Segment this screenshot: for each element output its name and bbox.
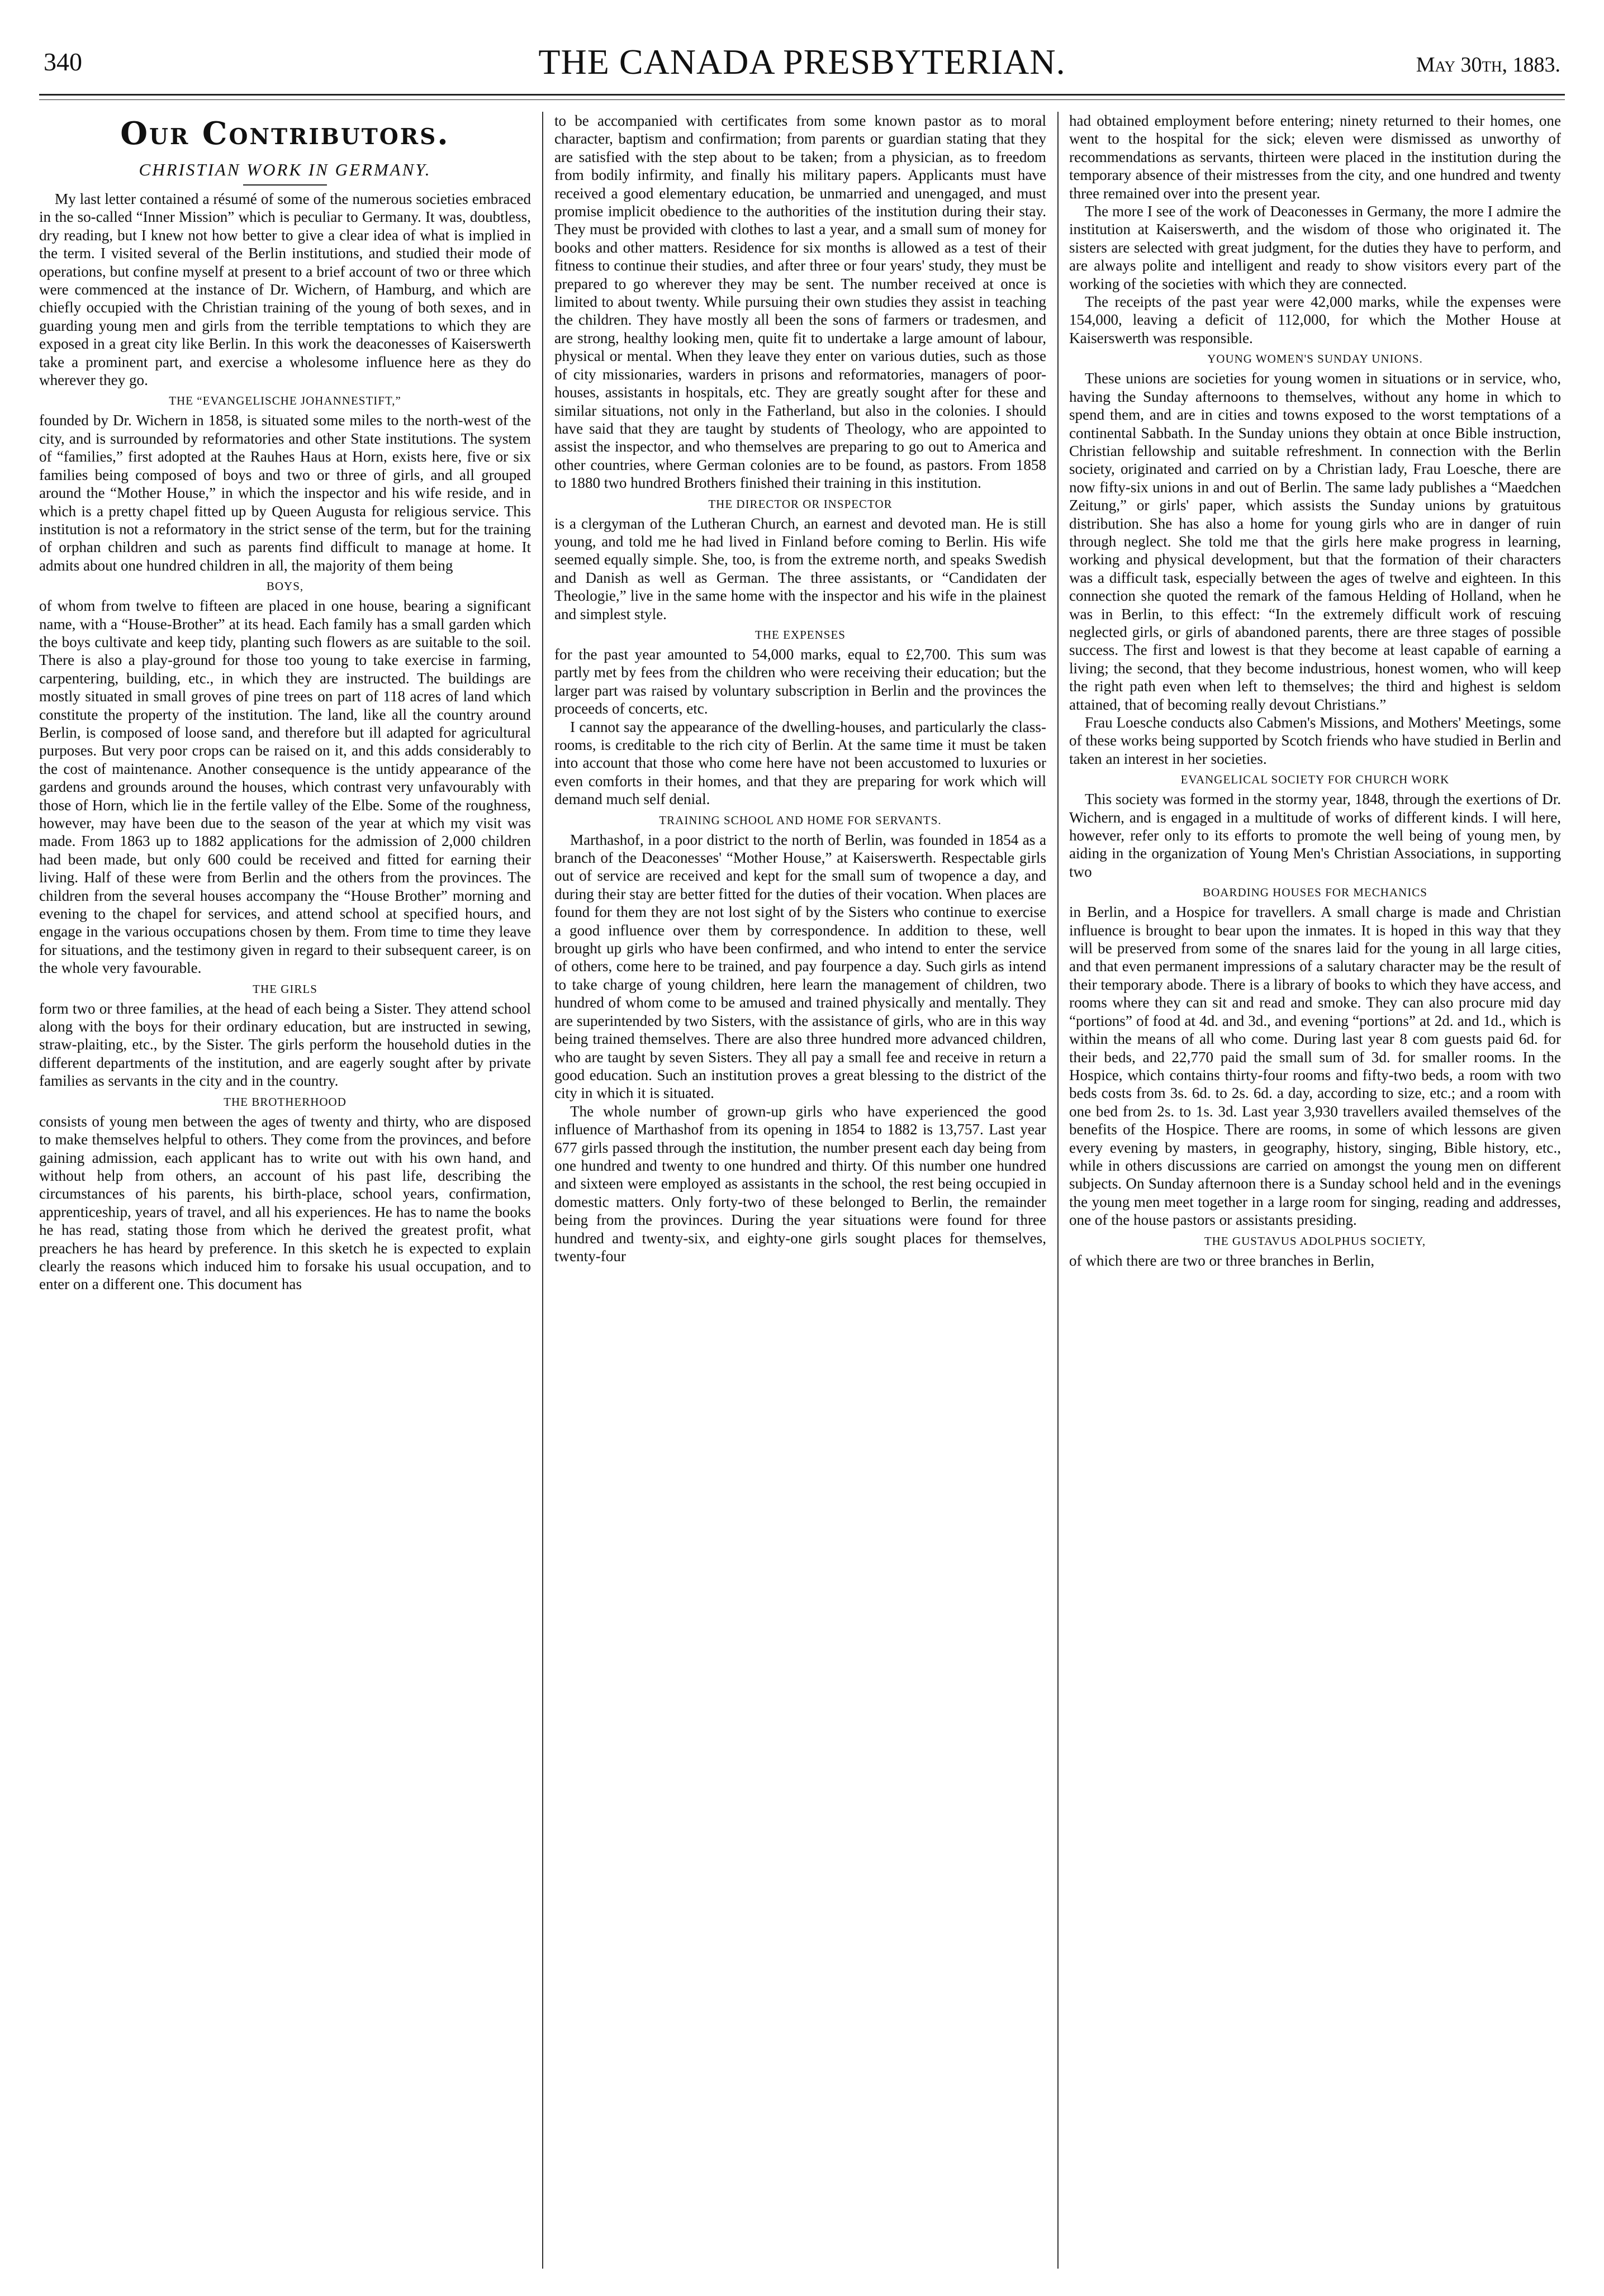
- paragraph: of whom from twelve to fifteen are placed in one house, bearing a significant name, with a “House-Brother” at its head. Each family has a small garden which the boys cultivate and keep tidy, planting such flowers as are suitable to the soil. There is also a play-ground for those too young to take exercise in farming, carpentering, building, etc., in which they are instructed. The buildings are mostly situated in small groves of pine trees on part of 118 acres of land which constitute the property of the institution. The land, like all the country around Berlin, is composed of loose sand, and therefore but ill adapted for agricultural purposes. But very poor crops can be raised on it, and this adds considerably to the cost of maintenance. Another consequence is the untidy appearance of the gardens and grounds around the houses, which contrast very unfavourably with those of Horn, which lie in the fertile valley of the Elbe. Some of the roughness, however, may have been due to the season of the year at which my visit was made. From 1863 up to 1882 applications for the admission of 2,000 children had been made, but only 600 could be received and fitted for earning their living. Half of these were from Berlin and the others from the provinces. The children from the several houses accompany the “House Brother” morning and evening to the chapel for services, and attend school at specified hours, and engage in the various occupations chosen by them. From time to time they leave for situations, and the testimony given in regard to their subsequent career, is on the whole very favourable.: [39, 597, 531, 977]
- section-heading: THE EXPENSES: [755, 628, 846, 641]
- section-heading: THE GIRLS: [253, 982, 317, 996]
- paragraph: My last letter contained a résumé of some of the numerous societies embraced in the so-called “Inner Mission” which is peculiar to Germany. It was, doubtless, dry reading, but I knew not how better to give a clear idea of what is implied in the term. I visited several of the Berlin institutions, and studied their mode of operations, but confine myself at present to a brief account of two or three which were commenced at the instance of Dr. Wichern, of Hamburg, and which are chiefly occupied with the Christian training of the young of both sexes, and in guarding young men and girls from the terrible temptations to which they are exposed in a great city like Berlin. In this work the deaconesses of Kaiserswerth take a prominent part, and exercise a wholesome influence here as they do wherever they go.: [39, 191, 531, 389]
- column-divider: [1057, 112, 1059, 2269]
- paragraph: to be accompanied with certificates from some known pastor as to moral character, baptism and confirmation; from parents or guardian stating that they are satisfied with the step about to be taken; from a physician, as to freedom from bodily infirmity, and finally his military papers. Applicants must have received a good elementary education, be unmarried and unengaged, and must promise implicit obedience to the authorities of the institution during their stay. They must be provided with clothes to last a year, and a small sum of money for books and other matters. Residence for six months is allowed as a test of their fitness to continue their studies, and after three or four years' study, they must be prepared to go wherever they may be sent. The number received at once is limited to about twenty. While pursuing their own studies they assist in teaching the children. They have mostly all been the sons of farmers or tradesmen, and are strong, healthy looking men, quite fit to undertake a large amount of labour, physical or mental. When they leave they enter on various duties, such as those of city missionaries, warders in prisons and reformatories, managers of poor-houses, assistants in hospitals, etc. They are greatly sought after for these and similar situations, not only in the Fatherland, but also in the colonies. I should have said that they are taught by students of Theology, who are appointed to assist the inspector, and who themselves are preparing to go out to America and other countries, where German colonies are to be found, as pastors. From 1858 to 1880 two hundred Brothers finished their training in this institution.: [554, 112, 1046, 492]
- header-rule-thin: [39, 99, 1565, 100]
- paragraph: The more I see of the work of Deaconesses in Germany, the more I admire the institution at Kaiserswerth, and the wisdom of those who originated it. The sisters are selected with great judgment, for the duties they have to perform, and are always polite and intelligent and ready to show visitors every part of the working of the societies with which they are connected.: [1069, 203, 1561, 292]
- section-heading: BOARDING HOUSES FOR MECHANICS: [1203, 886, 1427, 900]
- paragraph: The whole number of grown-up girls who have experienced the good influence of Marthashof from its opening in 1854 to 1882 is 13,757. Last year 677 girls passed through the institution, the number present each day being from one hundred and twenty to one hundred and thirty. Of this number one hundred and sixteen were employed as assistants in the school, the rest being occupied in domestic matters. Only forty-two of these belonged to Berlin, the remainder being from the provinces. During the year situations were found for three hundred and twenty-six, and eighty-one girls sought places for themselves, twenty-four: [554, 1102, 1046, 1265]
- paragraph: This society was formed in the stormy year, 1848, through the exertions of Dr. Wichern, and is engaged in a multitude of works of different kinds. I will here, however, refer only to its efforts to promote the well being of young men, by aiding in the organization of Young Men's Christian Associations, in supporting two: [1069, 791, 1561, 880]
- paragraph: for the past year amounted to 54,000 marks, equal to £2,700. This sum was partly met by fees from the children who were receiving their education; but the larger part was raised by voluntary subscription in Berlin and the provinces the proceeds of concerts, etc.: [554, 645, 1046, 717]
- paragraph: had obtained employment before entering; ninety returned to their homes, one went to the hospital for the sick; eleven were dismissed as unworthy of recommendations as servants, thirteen were placed in the institution during the temporary absence of their mistresses from the city, and one hundred and twenty three remained over into the present year.: [1069, 112, 1561, 202]
- paragraph: Marthashof, in a poor district to the north of Berlin, was founded in 1854 as a branch of the Deaconesses' “Mother House,” at Kaiserswerth. Respectable girls out of service are received and kept for the small sum of twopence a day, and during their stay are better fitted for the duties of their vocation. When places are found for them they are not lost sight of by the Sisters who continue to exercise a good influence over them by correspondence. In addition to these, well brought up girls who have been confirmed, and who intend to enter the service of others, come here to be trained, and pay fourpence a day. Such girls as intend to take charge of young children, here learn the management of children, two hundred of whom come to be amused and trained physically and mentally. They are superintended by two Sisters, with the assistance of girls, who are in this way being trained themselves. There are also three hundred more advanced children, who are taught by seven Sisters. They all pay a small fee and receive in return a good education. Such an institution proves a great blessing to the district of the city in which it is situated.: [554, 831, 1046, 1102]
- section-heading: THE DIRECTOR OR INSPECTOR: [708, 497, 893, 511]
- paragraph: founded by Dr. Wichern in 1858, is situated some miles to the north-west of the city, and is surrounded by reformatories and other State institutions. The system of “families,” first adopted at the Rauhes Haus at Horn, exists here, five or six families being composed of boys and two or three of girls, and all grouped around the “Mother House,” in which the inspector and his wife reside, and in which is a pretty chapel fitted up by Queen Augusta for religious service. This institution is not a reformatory in the strict sense of the term, but for the training of orphan children and such as parents find difficult to manage at home. It admits about one hundred children in all, the majority of them being: [39, 412, 531, 574]
- section-heading: EVANGELICAL SOCIETY FOR CHURCH WORK: [1180, 773, 1450, 787]
- paragraph: These unions are societies for young women in situations or in service, who, having the Sunday afternoons to themselves, without any home in which to spend them, and are in cities and towns exposed to the worst temptations of a continental Sabbath. In the Sunday unions they obtain at once Bible instruction, Christian fellowship and suitable refreshment. In connection with the Berlin society, originated and carried on by a Christian lady, Frau Loesche, there are now fifty-six unions in and out of Berlin. The same lady publishes a “Maedchen Zeitung,” or girls' paper, which assists the Sunday unions by gratuitous distribution. She has also a home for young girls who are in danger of ruin through neglect. She told me that the girls here make progress in learning, working and physical development, but that the formation of their characters was a difficult task, especially between the ages of twelve and eighteen. In this connection she quoted the remark of the famous Helding of Holland, when he was in Berlin, to this effect: “In the extremely difficult work of rescuing neglected girls, or girls of abandoned parents, there are three stages of possible success. The first and lowest is that they become at least capable of earning a living; the second, that they become industrious, honest women, who will keep the right path even when left to themselves; the third and highest is seldom attained, that of becoming really devout Christians.”: [1069, 370, 1561, 713]
- paragraph: of which there are two or three branches in Berlin,: [1069, 1252, 1375, 1269]
- department-heading: Our Contributors.: [120, 115, 450, 152]
- section-heading: THE GUSTAVUS ADOLPHUS SOCIETY,: [1204, 1234, 1426, 1248]
- section-heading: THE BROTHERHOOD: [224, 1095, 347, 1109]
- paragraph: consists of young men between the ages of twenty and thirty, who are disposed to make themselves helpful to others. They come from the provinces, and before gaining admission, each applicant has to write out with his own hand, and without help from others, an account of his past life, describing the circumstances of his parents, his birth-place, school years, confirmation, apprenticeship, years of travel, and all his experiences. He has to name the books he has read, stating those from which he derived the greatest profit, what preachers he has heard by preference. In this sketch he is expected to explain clearly the reasons which induced him to forsake his usual occupation, and to enter on a different one. This document has: [39, 1113, 531, 1293]
- column-1: [39, 112, 531, 2274]
- paragraph: The receipts of the past year were 42,000 marks, while the expenses were 154,000, leaving a deficit of 112,000, for which the Mother House at Kaiserswerth was responsible.: [1069, 293, 1561, 346]
- section-heading: YOUNG WOMEN'S SUNDAY UNIONS.: [1207, 352, 1423, 366]
- issue-date: May 30th, 1883.: [1416, 53, 1560, 77]
- newspaper-title: THE CANADA PRESBYTERIAN.: [538, 42, 1066, 82]
- article-title: CHRISTIAN WORK IN GERMANY.: [39, 158, 531, 186]
- page-number: 340: [44, 47, 82, 76]
- paragraph: is a clergyman of the Lutheran Church, an earnest and devoted man. He is still young, and told me he had lived in Finland before coming to Berlin. His wife seemed equally simple. She, too, is from the extreme north, and speaks Swedish and Danish as well as German. The three assistants, or “Candidaten der Theologie,” live in the same home with the inspector and his wife in the plainest and simplest style.: [554, 515, 1046, 622]
- column-divider: [542, 112, 543, 2269]
- section-heading: BOYS,: [266, 579, 304, 593]
- paragraph: form two or three families, at the head of each being a Sister. They attend school along with the boys for their ordinary education, but are instructed in sewing, straw-plaiting, etc., by the Sister. The girls perform the household duties in the different departments of the institution, and are eagerly sought after by private families as servants in the city and in the country.: [39, 1000, 531, 1090]
- header-rule: [39, 94, 1565, 96]
- column-3: [1069, 112, 1561, 2274]
- column-2: [554, 112, 1046, 2274]
- paragraph: I cannot say the appearance of the dwelling-houses, and particularly the class-rooms, is creditable to the rich city of Berlin. At the same time it must be taken into account that those who come here have not been accustomed to luxuries or even comforts in their homes, and that they are preparing for work which will demand much self denial.: [554, 718, 1046, 808]
- section-heading: TRAINING SCHOOL AND HOME FOR SERVANTS.: [659, 813, 942, 827]
- masthead: [39, 42, 1565, 97]
- paragraph: in Berlin, and a Hospice for travellers. A small charge is made and Christian influence is brought to bear upon the inmates. It is hoped in this way that they will be preserved from some of the snares laid for the young in all large cities, and that even permanent impressions of a salutary character may be the result of their temporary abode. There is a library of books to which they have access, and rooms where they can sit and read and smoke. They can also procure mid day “portions” of food at 4d. and 3d., and evening “portions” at 2d. and 1d., which is within the means of all who come. During last year 8 com guests paid 6d. for their beds, and 22,770 paid the small sum of 3d. for smaller rooms. In the Hospice, which contains thirty-four rooms and fifty-two beds, a room with two beds costs from 3s. 6d. to 2s. 6d. a day, according to size, etc.; and a room with one bed from 2s. to 1s. 3d. Last year 3,930 travellers availed themselves of the benefits of the Hospice. There are rooms, in some of which lessons are given every evening by masters, in geography, history, singing, Bible history, etc., while in others discussions are carried on amongst the young men on different subjects. On Sunday afternoon there is a Sunday school held and in the evenings the young men meet together in a large room for singing, reading and addresses, one of the house pastors or assistants presiding.: [1069, 904, 1561, 1229]
- section-heading: THE “EVANGELISCHE JOHANNESTIFT,”: [169, 394, 401, 408]
- paragraph: Frau Loesche conducts also Cabmen's Missions, and Mothers' Meetings, some of these works being supported by Scotch friends who have studied in Berlin and taken an interest in her societies.: [1069, 714, 1561, 767]
